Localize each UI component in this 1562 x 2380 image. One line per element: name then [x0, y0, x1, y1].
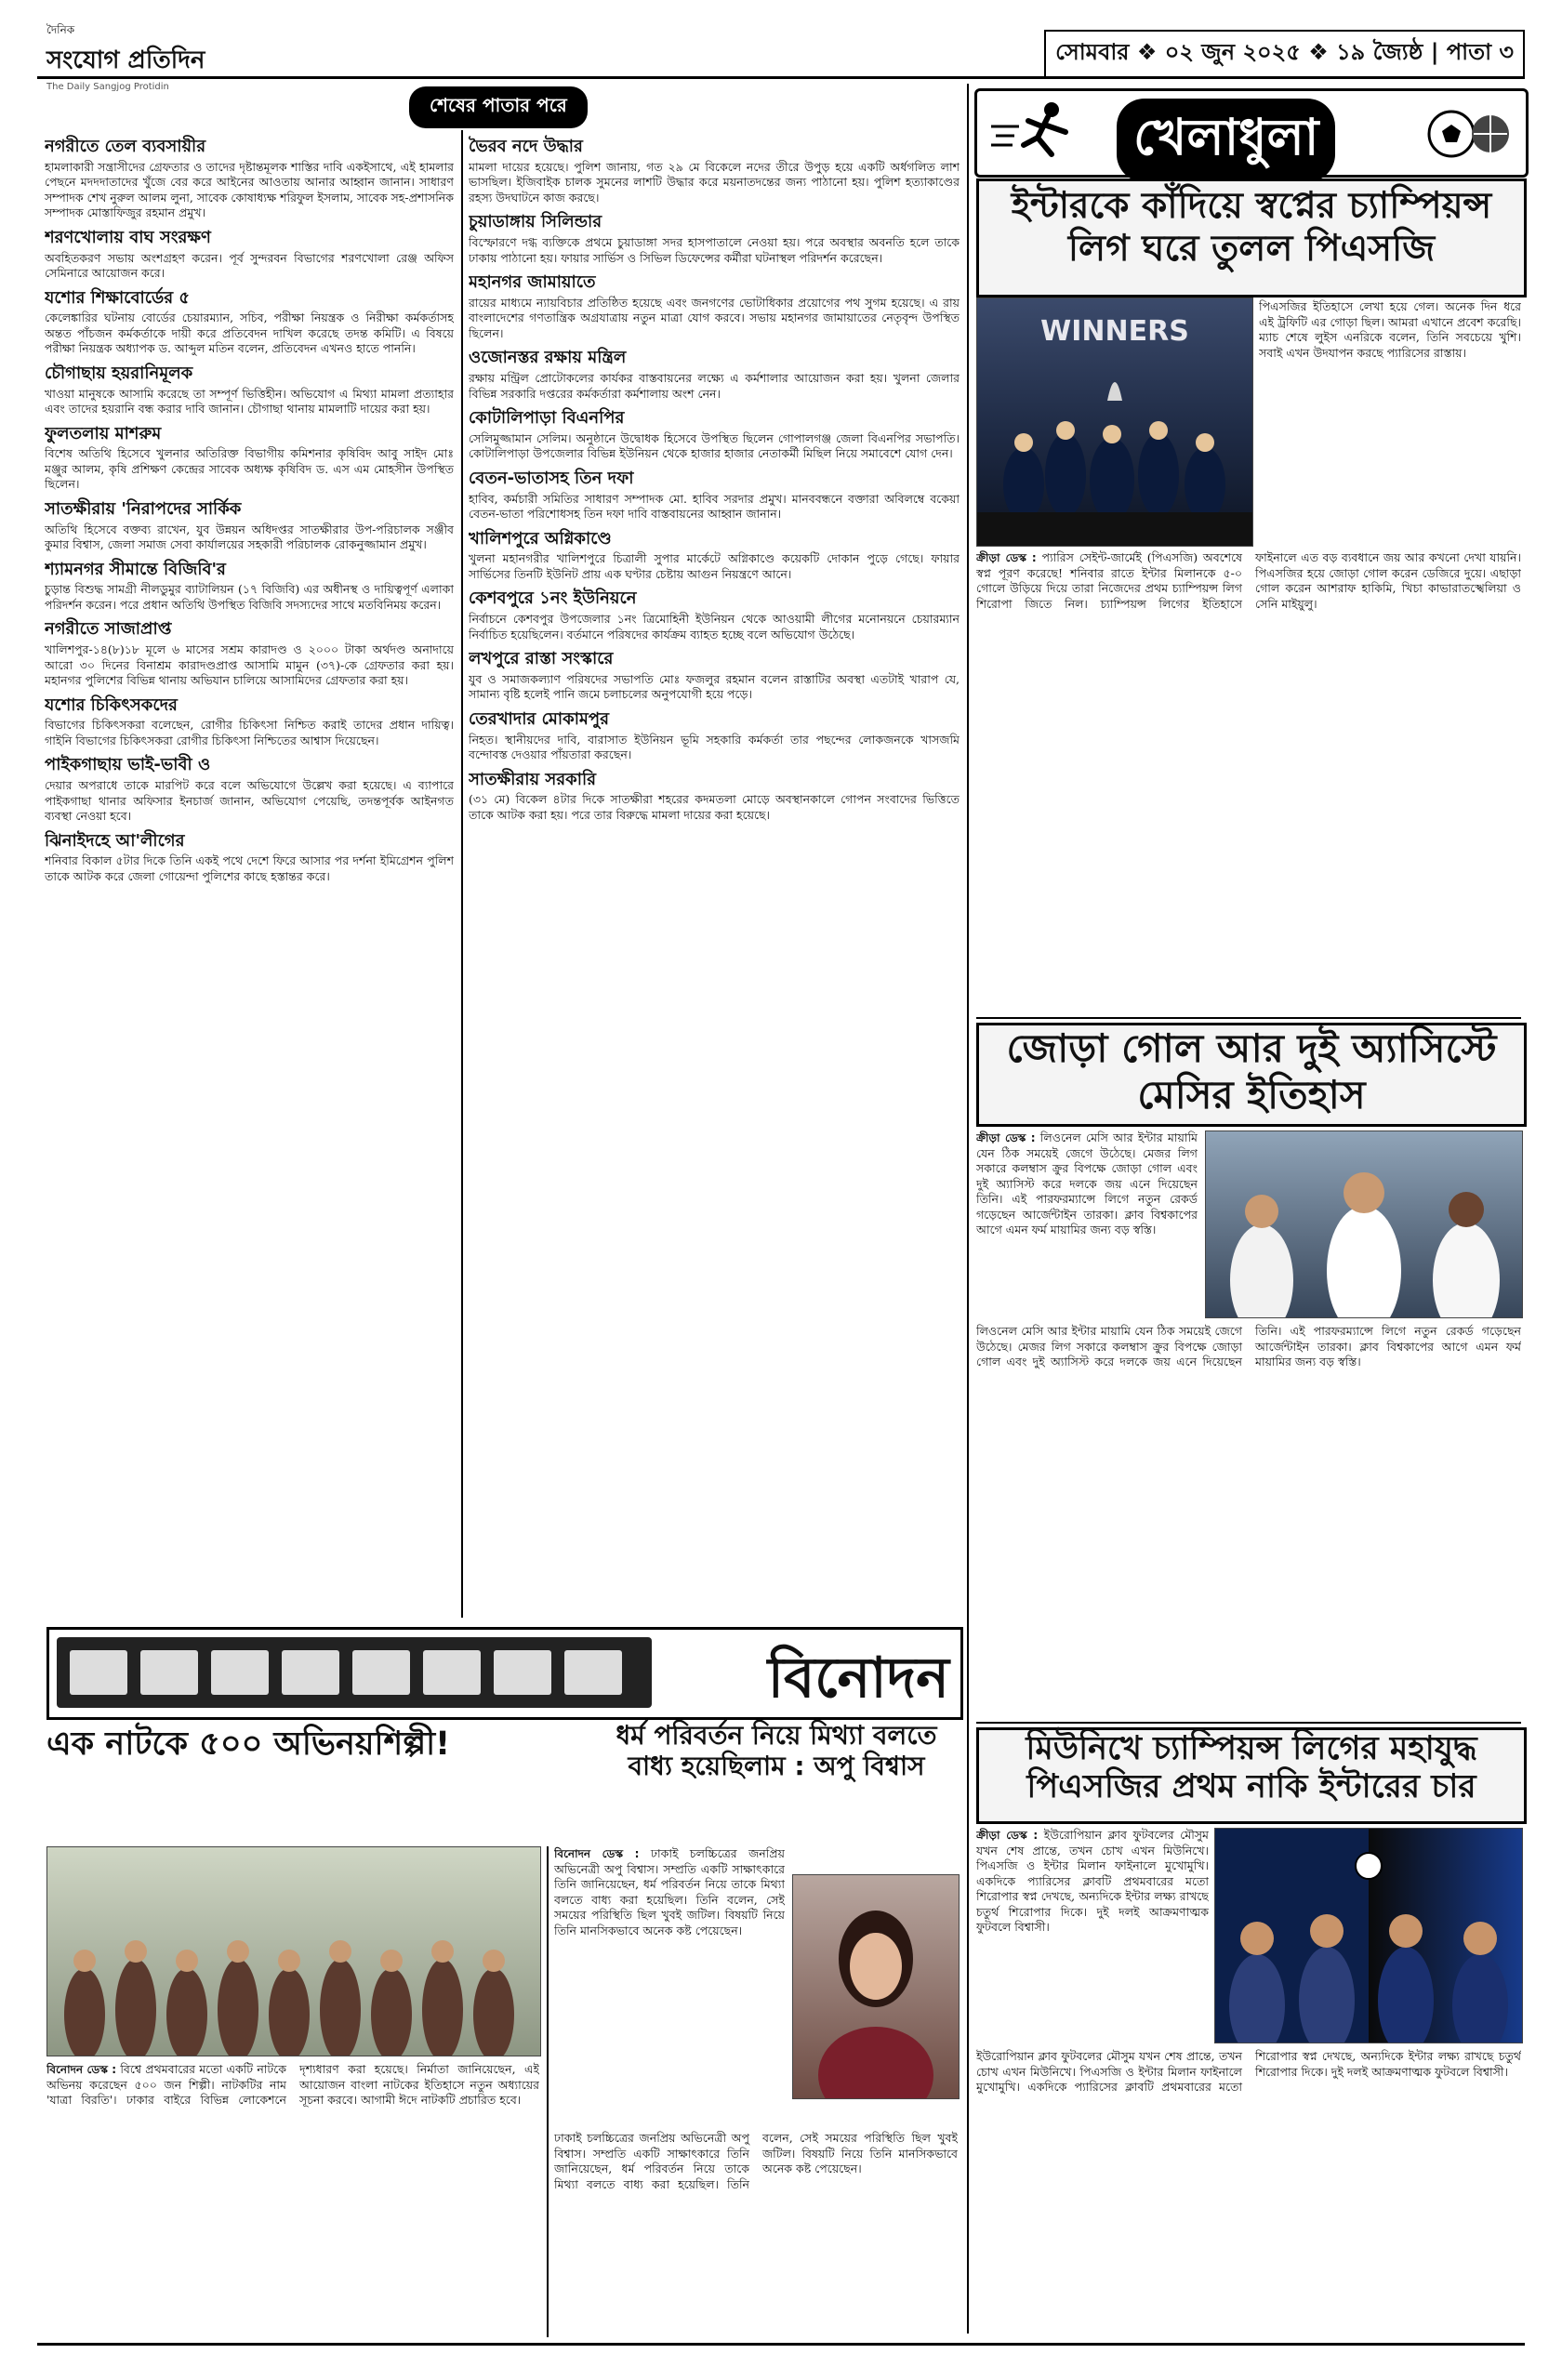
- sports-story1-text-b: পিএসজির ইতিহাসে লেখা হয়ে গেল। অনেক দিন ধরে এই ট্রফিটি এর গোড়া ছিল। আমরা এখানে প্রবেশ করেছি। ম্যাচ শেষে লুইস এনরিকে বলেন, তিনি সবচেয়ে খুশি। সবাই এখন উদযাপন করছে প্যারিসের রাস্তায়।: [1259, 299, 1521, 360]
- sports-credit-2: ক্রীড়া ডেস্ক :: [976, 1131, 1036, 1144]
- news-body: শনিবার বিকাল ৫টার দিকে তিনি একই পথে দেশে ফিরে আসার পর দর্শনা ইমিগ্রেশন পুলিশ তাকে আটক করে জেলা গোয়েন্দা পুলিশের কাছে হস্তান্তর করে।: [45, 853, 454, 883]
- news-headline[interactable]: চুয়াডাঙ্গায় সিলিন্ডার: [469, 212, 602, 232]
- news-headline[interactable]: খালিশপুরে অগ্নিকাণ্ডে: [469, 528, 612, 549]
- news-headline[interactable]: পাইকগাছায় ভাই-ভাবী ও: [45, 755, 211, 775]
- sports-credit-1: ক্রীড়া ডেস্ক :: [976, 551, 1037, 564]
- news-body: নিহত। স্থানীয়দের দাবি, বারাসাত ইউনিয়ন ভূমি সহকারি কর্মকর্তা তার পছন্দের লোকজনকে খাসজমি বন্দোবস্ত দেওয়ার পাঁয়তারা করছেন।: [469, 732, 960, 761]
- news-body: নির্বাচনে কেশবপুর উপজেলার ১নং ত্রিমোহিনী ইউনিয়ন থেকে আওয়ামী লীগের মনোনয়নে চেয়ারম্যান নির্বাচিত হয়েছিলেন। বর্তমানে পরিষদের কার্যক্রম ব্যাহত হচ্ছে বলে অভিযোগ উঠেছে।: [469, 612, 960, 641]
- messi-photo[interactable]: [1205, 1130, 1523, 1318]
- entertainment-story2-text-cont: ঢাকাই চলচ্চিত্রের জনপ্রিয় অভিনেত্রী অপু বিশ্বাস। সম্প্রতি একটি সাক্ষাৎকারে তিনি জানিয়েছেন, ধর্ম পরিবর্তন নিয়ে তাকে মিথ্যা বলতে বাধ্য করা হয়েছিল। তিনি বলেন, সেই সময়ের পরিস্থিতি ছিল খুবই জটিল। বিষয়টি নিয়ে তিনি মানসিকভাবে অনেক কষ্ট পেয়েছেন।: [554, 2131, 958, 2191]
- sports-story3-body: [976, 1828, 1209, 2042]
- sports-headline-3: মিউনিখে চ্যাম্পিয়ন্স লিগের মহাযুদ্ধ পিএসজির প্রথম নাকি ইন্টারের চার: [976, 1727, 1527, 1824]
- news-body: হাবিব, কর্মচারী সমিতির সাধারণ সম্পাদক মো. হাবিব সরদার প্রমুখ। মানববন্ধনে বক্তারা অবিলম্বে বকেয়া বেতন-ভাতা পরিশোধসহ তিন দফা দাবি বাস্তবায়নের আহ্বান জানান।: [469, 491, 960, 521]
- entertainment-credit-2: বিনোদন ডেস্ক :: [554, 1847, 640, 1860]
- column-middle: [469, 130, 960, 1618]
- news-headline[interactable]: সাতক্ষীরায় সরকারি: [469, 769, 596, 789]
- sports-credit-3: ক্রীড়া ডেস্ক :: [976, 1829, 1039, 1842]
- entertainment-story2-lead: [554, 1846, 785, 2125]
- news-headline[interactable]: নগরীতে তেল ব্যবসায়ীর: [45, 137, 206, 156]
- news-headline[interactable]: বেতন-ভাতাসহ তিন দফা: [469, 468, 634, 488]
- news-body: হামলাকারী সন্ত্রাসীদের গ্রেফতার ও তাদের দৃষ্টান্তমূলক শাস্তির দাবি একইসাথে, এই হামলার পেছনে মদদদাতাদের খুঁজে বের করে আইনের আওতায় আনার আহ্বান জানান। সাধারণ সম্পাদক শেখ নুরুল আলম লুনা, সাবেক কোষাধ্যক্ষ শরিফুল ইসলাম, সাবেক সহ-প্রশাসনিক সম্পাদক মোস্তাফিজুর রহমান প্রমুখ।: [45, 159, 454, 220]
- players-image: [1206, 1131, 1522, 1317]
- news-body: বিশেষ অতিথি হিসেবে খুলনার অতিরিক্ত বিভাগীয় কমিশনার কৃষিবিদ আবু সাইদ মোঃ মঞ্জুর আলম, কৃষি প্রশিক্ষণ কেন্দ্রের সাবেক অধ্যক্ষ কৃষিবিদ ড. এস এম মোহসীন উপস্থিত ছিলেন।: [45, 446, 454, 492]
- news-body: বিস্ফোরণে দগ্ধ ব্যক্তিকে প্রথমে চুয়াডাঙ্গা সদর হাসপাতালে নেওয়া হয়। পরে অবস্থার অবনতি হলে তাকে ঢাকায় পাঠানো হয়। ফায়ার সার্ভিস ও সিভিল ডিফেন্সের কর্মীরা ঘটনাস্থল পরিদর্শন করেছেন।: [469, 235, 960, 265]
- news-headline[interactable]: শ্যামনগর সীমান্তে বিজিবি'র: [45, 559, 226, 579]
- news-headline[interactable]: কোটালিপাড়া বিএনপির: [469, 408, 625, 428]
- newspaper-logo[interactable]: [46, 22, 205, 92]
- news-body: খাওয়া মানুষকে আসামি করেছে তা সম্পূর্ণ ভিত্তিহীন। অভিযোগ এ মিথ্যা মামলা প্রত্যাহার এবং তাদের হয়রানি বন্ধ করার দাবি জানান। চৌগাছা থানায় মামলাটি দায়ের করা হয়।: [45, 386, 454, 416]
- sports-story1-side: [1259, 299, 1521, 545]
- sports-title: খেলাধুলা: [1117, 99, 1335, 182]
- sports-story2-body: [976, 1130, 1198, 1316]
- section-divider: [976, 1017, 1521, 1019]
- sports-headline-2: জোড়া গোল আর দুই অ্যাসিস্টে মেসির ইতিহাস: [976, 1023, 1527, 1127]
- news-headline[interactable]: লখপুরে রাস্তা সংস্কারে: [469, 649, 614, 668]
- logo-daily: দৈনিক: [46, 23, 75, 36]
- news-headline[interactable]: ফুলতলায় মাশরুম: [45, 423, 162, 443]
- column-divider: [967, 84, 969, 2334]
- sports-story2-continued: [976, 1324, 1521, 1696]
- logo-tagline: The Daily Sangjog Protidin: [46, 82, 169, 92]
- news-headline[interactable]: মহানগর জামায়াতে: [469, 272, 596, 292]
- section-divider: [976, 1722, 1521, 1724]
- entertainment-story2-continued: [554, 2131, 958, 2337]
- sports-story3-text: ইউরোপিয়ান ক্লাব ফুটবলের মৌসুম যখন শেষ প্রান্তে, তখন চোখ এখন মিউনিখে। পিএসজি ও ইন্টার মিলান ফাইনালে মুখোমুখি। একদিকে প্যারিসের ক্লাবটি প্রথমবারের মতো শিরোপার স্বপ্ন দেখছে, অন্যদিকে ইন্টার লক্ষ্য রাখছে চতুর্থ শিরোপার দিকে। দুই দলই আক্রমণাত্মক ফুটবলে বিশ্বাসী।: [976, 1828, 1209, 1935]
- news-body: অবহিতকরণ সভায় অংশগ্রহণ করেন। পূর্ব সুন্দরবন বিভাগের শরণখোলা রেঞ্জ অফিস সেমিনারে আয়োজন করে।: [45, 250, 454, 280]
- entertainment-credit-1: বিনোদন ডেস্ক :: [46, 2063, 117, 2076]
- news-body: দেয়ার অপরাধে তাকে মারপিট করে বলে অভিযোগে উল্লেখ করা হয়েছে। এ ব্যাপারে পাইকগাছা থানার অফিসার ইনচার্জ জানান, অভিযোগ পেয়েছি, তদন্তপূর্বক আইনগত ব্যবস্থা নেওয়া হবে।: [45, 778, 454, 823]
- sports-headline-1: ইন্টারকে কাঁদিয়ে স্বপ্নের চ্যাম্পিয়ন্স লিগ ঘরে তুলল পিএসজি: [976, 178, 1527, 298]
- news-body: রায়ের মাধ্যমে ন্যায়বিচার প্রতিষ্ঠিত হয়েছে এবং জনগণের ভোটাধিকার প্রয়োগের পথ সুগম হয়েছে। এ রায় বাংলাদেশের গণতান্ত্রিক অগ্রযাত্রায় নতুন মাত্রা যোগ করবে। সভায় মহানগর জামায়াতের নেতৃবৃন্দ উপস্থিত ছিলেন।: [469, 295, 960, 340]
- entertainment-story1-text: বিশ্বে প্রথমবারের মতো একটি নাটকে অভিনয় করেছেন ৫০০ জন শিল্পী। নাটকটির নাম 'যাত্রা বিরতি'। ঢাকার বাইরে বিভিন্ন লোকেশনে দৃশ্যধারণ করা হয়েছে। নির্মাতা জানিয়েছেন, এই আয়োজন বাংলা নাটকের ইতিহাসে নতুন অধ্যায়ের সূচনা করবে। আগামী ঈদে নাটকটি প্রচারিত হবে।: [46, 2062, 539, 2108]
- group-image: [47, 1847, 540, 2056]
- column-divider: [547, 1846, 549, 2337]
- news-body: খুলনা মহানগরীর খালিশপুরে চিত্রালী সুপার মার্কেটে অগ্নিকাণ্ডে কয়েকটি দোকান পুড়ে গেছে। ফায়ার সার্ভিসের তিনটি ইউনিট প্রায় এক ঘণ্টার চেষ্টায় আগুন নিয়ন্ত্রণে আনে।: [469, 551, 960, 581]
- entertainment-story1-body: [46, 2062, 539, 2337]
- news-body: মামলা দায়ের হয়েছে। পুলিশ জানায়, গত ২৯ মে বিকেলে নদের তীরে উপুড় হয়ে একটি অর্ধগলিত লাশ ভাসছিল। ইজিবাইক চালক সুমনের লাশটি উদ্ধার করে ময়নাতদন্তের জন্য পাঠানো হয়। পুলিশ হত্যাকাণ্ডের রহস্য উদঘাটনে কাজ করছে।: [469, 159, 960, 205]
- film-strip-icon: [57, 1637, 652, 1708]
- entertainment-headline-1: এক নাটকে ৫০০ অভিনয়শিল্পী!: [46, 1726, 451, 1763]
- sports-story2-text: লিওনেল মেসি আর ইন্টার মায়ামি যেন ঠিক সময়েই জেগে উঠেছে। মেজর লিগ সকারে কলম্বাস ক্রুর বিপক্ষে জোড়া গোল এবং দুই অ্যাসিস্ট করে দলকে জয় এনে দিয়েছেন তিনি। এই পারফরম্যান্সে লিগে নতুন রেকর্ড গড়েছেন আর্জেন্টাইন তারকা। ক্লাব বিশ্বকাপের আগে এমন ফর্ম মায়ামির জন্য বড় স্বস্তি।: [976, 1130, 1198, 1237]
- news-headline[interactable]: কেশবপুরে ১নং ইউনিয়নে: [469, 588, 637, 609]
- sports-story3-text-cont: ইউরোপিয়ান ক্লাব ফুটবলের মৌসুম যখন শেষ প্রান্তে, তখন চোখ এখন মিউনিখে। পিএসজি ও ইন্টার মিলান ফাইনালে মুখোমুখি। একদিকে প্যারিসের ক্লাবটি প্রথমবারের মতো শিরোপার স্বপ্ন দেখছে, অন্যদিকে ইন্টার লক্ষ্য রাখছে চতুর্থ শিরোপার দিকে। দুই দলই আক্রমণাত্মক ফুটবলে বিশ্বাসী।: [976, 2049, 1521, 2094]
- psg-inter-photo[interactable]: [1214, 1828, 1523, 2043]
- continued-label: শেষের পাতার পরে: [409, 86, 588, 128]
- players-image: [1215, 1829, 1522, 2043]
- psg-trophy-photo[interactable]: [976, 298, 1253, 547]
- sports-balls-icon: [1423, 102, 1516, 164]
- news-headline[interactable]: ভৈরব নদে উদ্ধার: [469, 137, 583, 156]
- news-headline[interactable]: যশোর শিক্ষাবোর্ডের ৫: [45, 287, 191, 308]
- news-headline[interactable]: যশোর চিকিৎসকদের: [45, 694, 178, 715]
- sports-story1-text-a: প্যারিস সেইন্ট-জার্মেই (পিএসজি) অবশেষে স্বপ্ন পূরণ করেছে! শনিবার রাতে ইন্টার মিলানকে ৫-০ গোলে উড়িয়ে দিয়ে তারা নিজেদের প্রথম চ্যাম্পিয়ন্স লিগ শিরোপা জিতে নিল। চ্যাম্পিয়ন্স লিগের ইতিহাসে ফাইনালে এত বড় ব্যবধানে জয় আর কখনো দেখা যায়নি। পিএসজির হয়ে জোড়া গোল করেন ডেজিরে দুয়ে। এছাড়া গোল করেন আশরাফ হাকিমি, খিচা কাভারাতস্খেলিয়া ও সেনি মাইয়ুলু।: [976, 550, 1521, 611]
- news-headline[interactable]: চৌগাছায় হয়রানিমূলক: [45, 363, 193, 383]
- dateline: সোমবার ❖ ০২ জুন ২০২৫ ❖ ১৯ জ্যৈষ্ঠ | পাতা ৩: [1044, 30, 1525, 78]
- news-headline[interactable]: নগরীতে সাজাপ্রাপ্ত: [45, 619, 172, 640]
- entertainment-banner: [46, 1627, 963, 1720]
- entertainment-story2-text: ঢাকাই চলচ্চিত্রের জনপ্রিয় অভিনেত্রী অপু বিশ্বাস। সম্প্রতি একটি সাক্ষাৎকারে তিনি জানিয়েছেন, ধর্ম পরিবর্তন নিয়ে তাকে মিথ্যা বলতে বাধ্য করা হয়েছিল। তিনি বলেন, সেই সময়ের পরিস্থিতি ছিল খুবই জটিল। বিষয়টি নিয়ে তিনি মানসিকভাবে অনেক কষ্ট পেয়েছেন।: [554, 1846, 785, 1937]
- news-body: রক্ষায় মন্ট্রিল প্রোটোকলের কার্যকর বাস্তবায়নের লক্ষ্যে এ কর্মশালার আয়োজন করা হয়। খুলনা জেলার বিভিন্ন সরকারি দপ্তরের কর্মকর্তারা কর্মশালায় অংশ নেন।: [469, 371, 960, 401]
- sports-story1-body: [976, 550, 1521, 959]
- news-body: অতিথি হিসেবে বক্তব্য রাখেন, যুব উন্নয়ন অধিদপ্তর সাতক্ষীরার উপ-পরিচালক সঞ্জীব কুমার বিশ্বাস, জেলা সমাজ সেবা কার্যালয়ের সহকারী পরিচালক রোকনুজ্জামান প্রমুখ।: [45, 522, 454, 551]
- entertainment-title: বিনোদন: [767, 1646, 949, 1711]
- news-body: কেলেঙ্কারির ঘটনায় বোর্ডের চেয়ারম্যান, সচিব, পরীক্ষা নিয়ন্ত্রক ও নিরীক্ষা কর্মকর্তাসহ অন্তত পাঁচজন কর্মকর্তাকে দায়ী করে প্রতিবেদন দাখিল করেছে তদন্ত কমিটি। এ বিষয়ে পরীক্ষা নিয়ন্ত্রক অধ্যাপক ড. আব্দুল মতিন বলেন, প্রতিবেদন এখনও হাতে পাননি।: [45, 311, 454, 356]
- drama-artists-photo[interactable]: [46, 1846, 541, 2056]
- news-headline[interactable]: ঝিনাইদহে আ'লীগের: [45, 830, 185, 851]
- news-headline[interactable]: তেরখাদার মোকামপুর: [469, 708, 610, 729]
- logo-name: সংযোগ প্রতিদিন: [46, 46, 205, 74]
- column-left: [45, 130, 454, 1618]
- news-body: যুব ও সমাজকল্যাণ পরিষদের সভাপতি মোঃ ফজলুর রহমান বলেন রাস্তাটির অবস্থা এতটাই খারাপ যে, সামান্য বৃষ্টি হলেই পানি জমে চলাচলের অনুপযোগী হয়ে পড়ে।: [469, 671, 960, 702]
- news-body: সেলিমুজ্জামান সেলিম। অনুষ্ঠানে উদ্বোধক হিসেবে উপস্থিত ছিলেন গোপালগঞ্জ জেলা বিএনপির সভাপতি। কোটালিপাড়া উপজেলার বিভিন্ন ইউনিয়ন থেকে হাজার হাজার নেতাকর্মী মিছিল নিয়ে সমাবেশে যোগ দেন।: [469, 430, 960, 461]
- entertainment-headline-2: ধর্ম পরিবর্তন নিয়ে মিথ্যা বলতে বাধ্য হয়েছিলাম : অপু বিশ্বাস: [616, 1720, 937, 1782]
- news-headline[interactable]: ওজোনস্তর রক্ষায় মন্ত্রিল: [469, 348, 627, 368]
- sports-story2-text-cont: লিওনেল মেসি আর ইন্টার মায়ামি যেন ঠিক সময়েই জেগে উঠেছে। মেজর লিগ সকারে কলম্বাস ক্রুর বিপক্ষে জোড়া গোল এবং দুই অ্যাসিস্ট করে দলকে জয় এনে দিয়েছেন তিনি। এই পারফরম্যান্সে লিগে নতুন রেকর্ড গড়েছেন আর্জেন্টাইন তারকা। ক্লাব বিশ্বকাপের আগে এমন ফর্ম মায়ামির জন্য বড় স্বস্তি।: [976, 1324, 1521, 1368]
- winners-text: WINNERS: [1040, 315, 1189, 348]
- portrait-image: [793, 1875, 959, 2098]
- masthead: [37, 20, 1525, 92]
- news-body: (৩১ মে) বিকেল ৪টার দিকে সাতক্ষীরা শহরের কদমতলা মোড়ে অবস্থানকালে গোপন সংবাদের ভিত্তিতে তাকে আটক করা হয়। পরে তার বিরুদ্ধে মামলা দায়ের করা হয়েছে।: [469, 792, 960, 822]
- sports-banner: [974, 88, 1529, 178]
- news-body: বিভাগের চিকিৎসকরা বলেছেন, রোগীর চিকিৎসা নিশ্চিত করাই তাদের প্রধান দায়িত্ব। গাইনি বিভাগের চিকিৎসকরা রোগীর চিকিৎসা নিশ্চিতের আশ্বাস দিয়েছেন।: [45, 718, 454, 747]
- news-headline[interactable]: শরণখোলায় বাঘ সংরক্ষণ: [45, 227, 211, 247]
- sports-story3-continued: [976, 2049, 1521, 2337]
- news-body: খালিশপুর-১৪(৮)১৮ মূলে ৬ মাসের সশ্রম কারাদণ্ড ও ২০০০ টাকা অর্থদণ্ড অনাদায়ে আরো ৩০ দিনের বিনাশ্রম কারাদণ্ডপ্রাপ্ত আসামি মামুন (৩৭)-কে গ্রেফতার করা হয়। মহানগর পুলিশের বিভিন্ন থানায় অভিযান চালিয়ে আসামিদের গ্রেফতার করা হয়।: [45, 642, 454, 687]
- runner-icon: [986, 99, 1098, 165]
- news-headline[interactable]: সাতক্ষীরায় 'নিরাপদের সার্কিক: [45, 498, 242, 519]
- bottom-rule: [37, 2343, 1525, 2346]
- column-divider: [461, 130, 463, 1618]
- news-body: চুড়ান্ত বিশুদ্ধ সামগ্রী নীলডুমুর ব্যাটালিয়ন (১৭ বিজিবি) এর অধীনস্থ ও দায়িত্বপূর্ণ এলাকা পরিদর্শন করেন। পরে প্রধান অতিথি উপস্থিত বিজিবি সদস্যদের সাথে মতবিনিময় করেন।: [45, 582, 454, 612]
- celebration-image: [977, 298, 1252, 546]
- apu-biswas-photo[interactable]: [792, 1874, 960, 2099]
